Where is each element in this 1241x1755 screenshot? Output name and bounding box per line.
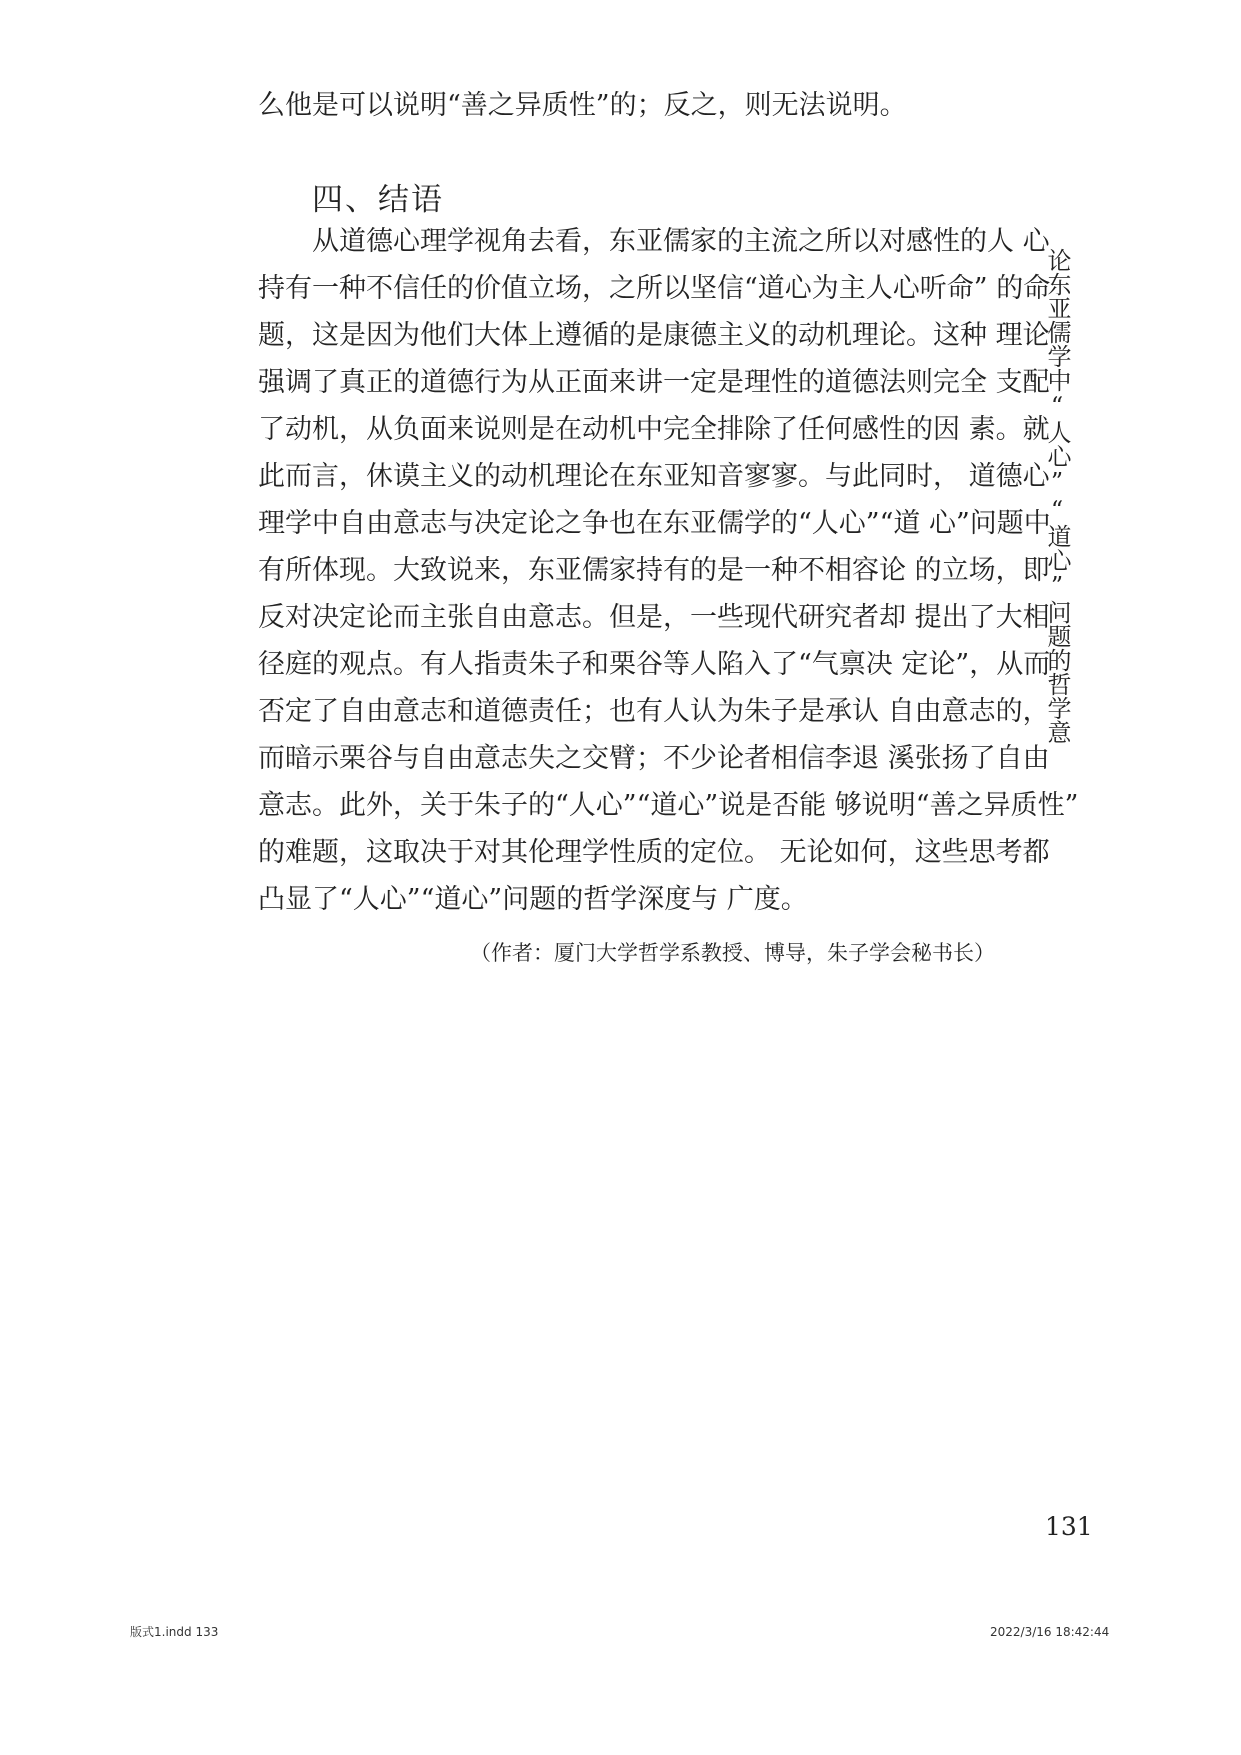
paragraph-line: 有所体现。大致说来，东亚儒家持有的是一种不相容论 的立场，即 — [258, 555, 1050, 586]
opening-line: 么他是可以说明“善之异质性”的；反之，则无法说明。 — [258, 90, 907, 121]
paragraph-line: 理学中自由意志与决定论之争也在东亚儒学的“人心”“道 心”问题中 — [258, 508, 1051, 539]
running-title: 论东亚儒学中“人心”“道心”问题的哲学意 — [1043, 248, 1071, 744]
paragraph-line: 意志。此外，关于朱子的“人心”“道心”说是否能 够说明“善之异质性” — [258, 790, 1079, 821]
paragraph-line: 的难题，这取决于对其伦理学性质的定位。 无论如何，这些思考都 — [258, 837, 1050, 868]
paragraph-line: 了动机，从负面来说则是在动机中完全排除了任何感性的因 素。就 — [258, 414, 1050, 445]
opening-paragraph — [258, 86, 993, 126]
author-note: （作者：厦门大学哲学系教授、博导，朱子学会秘书长） — [470, 941, 995, 965]
page-number: 131 — [1045, 1512, 1093, 1541]
print-file-info: 版式1.indd 133 — [130, 1625, 219, 1639]
paragraph-line: 而暗示栗谷与自由意志失之交臂；不少论者相信李退 溪张扬了自由 — [258, 743, 1050, 774]
paragraph-line: 此而言，休谟主义的动机理论在东亚知音寥寥。与此同时， 道德心 — [258, 461, 1050, 492]
paragraph-line: 持有一种不信任的价值立场，之所以坚信“道心为主人心听命” 的命 — [258, 273, 1051, 304]
paragraph-line: 题，这是因为他们大体上遵循的是康德主义的动机理论。这种 理论 — [258, 320, 1050, 351]
paragraph-line: 否定了自由意志和道德责任；也有人认为朱子是承认 自由意志的， — [258, 696, 1050, 727]
paragraph-line: 从道德心理学视角去看，东亚儒家的主流之所以对感性的人 心 — [312, 226, 1050, 257]
paragraph-line: 反对决定论而主张自由意志。但是，一些现代研究者却 提出了大相 — [258, 602, 1050, 633]
paragraph-line: 径庭的观点。有人指责朱子和栗谷等人陷入了“气禀决 定论”，从而 — [258, 649, 1051, 680]
section-heading: 四、结语 — [312, 182, 444, 218]
paragraph-line: 凸显了“人心”“道心”问题的哲学深度与 广度。 — [258, 884, 808, 915]
print-timestamp: 2022/3/16 18:42:44 — [990, 1625, 1110, 1639]
paragraph-line: 强调了真正的道德行为从正面来讲一定是理性的道德法则完全 支配 — [258, 367, 1050, 398]
